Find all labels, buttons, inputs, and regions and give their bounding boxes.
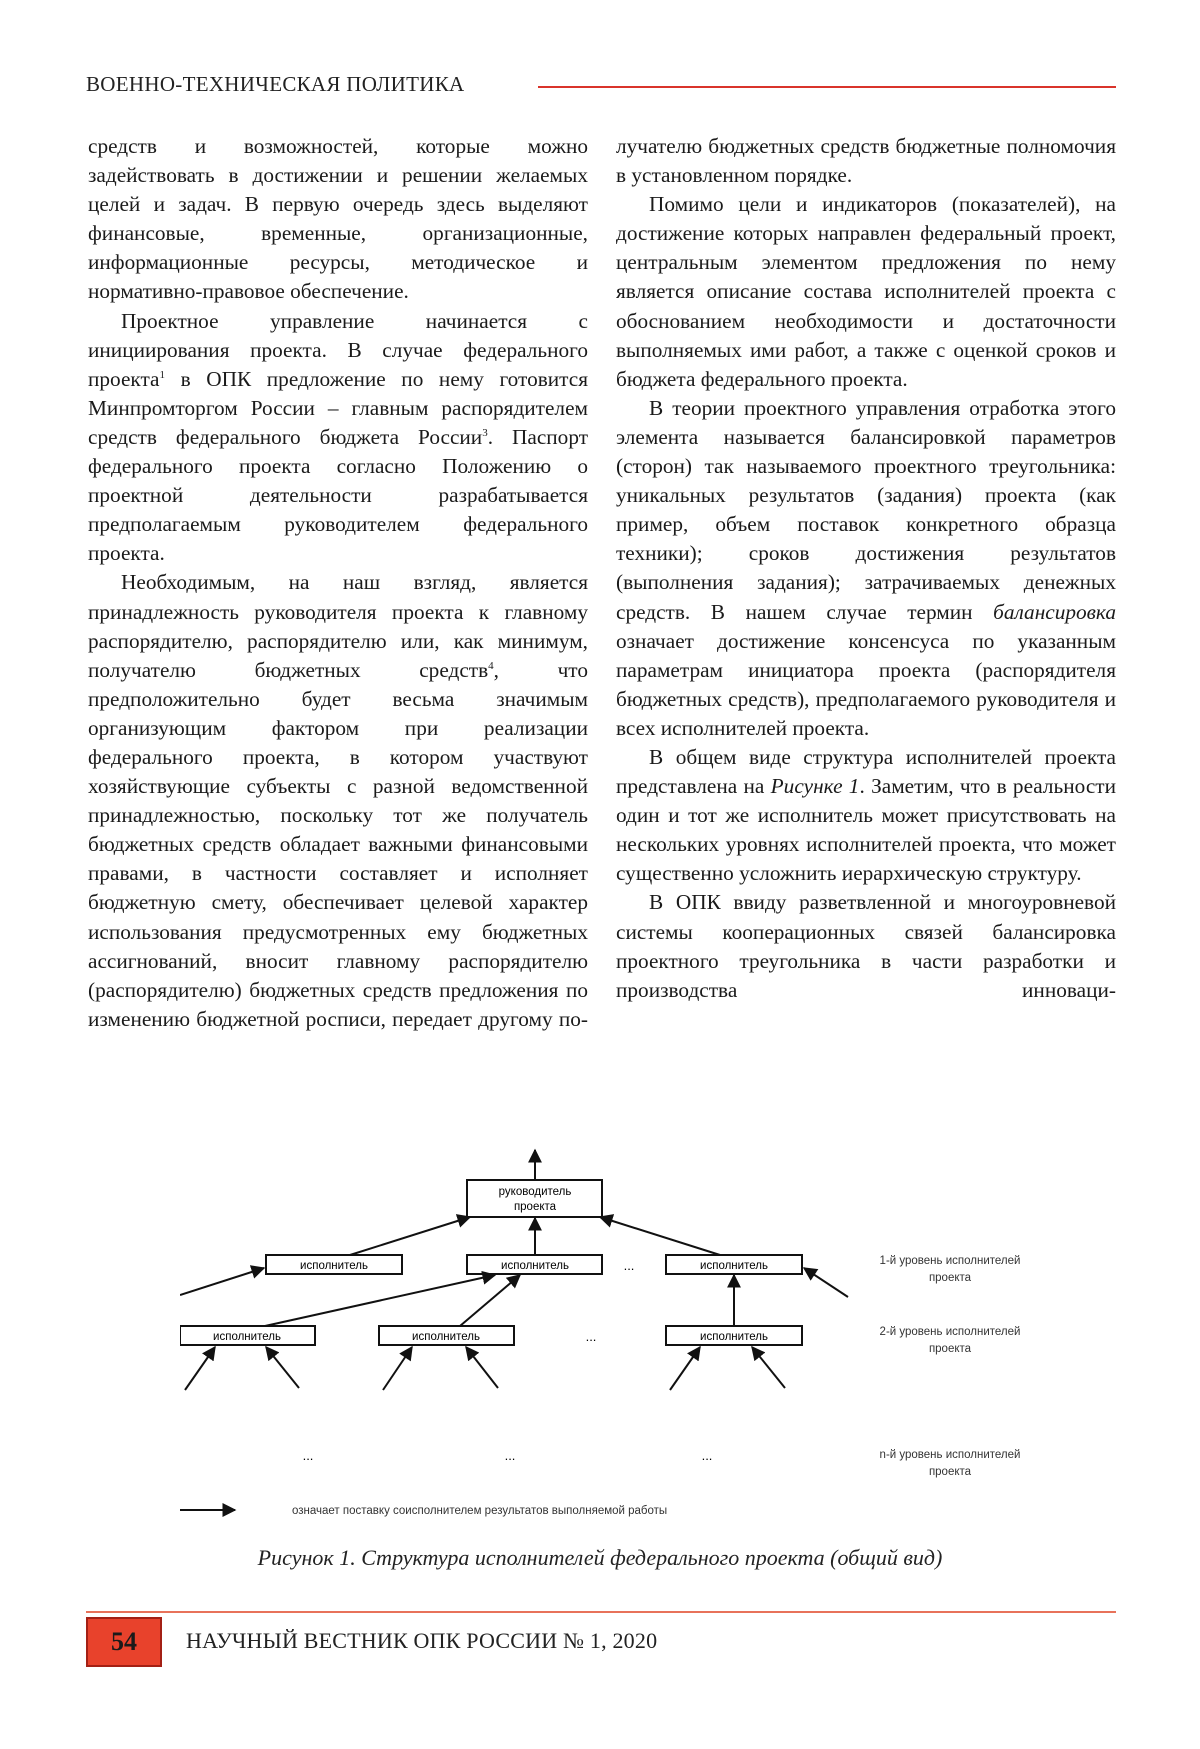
arrow — [180, 1268, 264, 1295]
arrow — [266, 1347, 299, 1388]
level2-label: 2-й уровень исполнителей — [879, 1326, 1021, 1338]
footnote-ref: 4 — [488, 659, 494, 672]
legend-text: означает поставку соисполнителем результатов выполняемой работы — [292, 1505, 668, 1517]
node-label: исполнитель — [501, 1260, 569, 1272]
node-label: исполнитель — [300, 1260, 368, 1272]
arrow — [460, 1275, 520, 1326]
right-paragraph-2 — [616, 394, 1116, 743]
arrow — [350, 1217, 470, 1255]
page-number: 54 — [86, 1617, 162, 1667]
node-label: исполнитель — [213, 1331, 281, 1343]
leveln-ellipsis: ... — [302, 1448, 314, 1463]
arrow — [600, 1217, 720, 1255]
text-run: в ОПК предложение по нему готовится Минпромторгом России – главным распорядителем средств федерального бюджета России — [88, 366, 588, 449]
right-paragraph-3 — [616, 743, 1116, 888]
journal-name: НАУЧНЫЙ ВЕСТНИК ОПК РОССИИ № 1, 2020 — [186, 1628, 658, 1653]
root-node — [467, 1180, 602, 1217]
level2-ellipsis: ... — [585, 1329, 597, 1344]
left-column — [88, 132, 588, 1034]
level1-label: 1-й уровень исполнителей — [879, 1255, 1021, 1267]
right-column — [616, 132, 1116, 1005]
arrow — [752, 1347, 785, 1388]
arrow — [804, 1268, 848, 1297]
left-paragraph-3 — [88, 568, 588, 1034]
level1-node — [666, 1255, 802, 1274]
root-label-line2: проекта — [513, 1201, 557, 1213]
project-structure-diagram — [180, 1140, 1080, 1540]
text-run: Проектное управление начинается с инициирования проекта. В случае федерального проекта — [88, 308, 588, 391]
arrow — [265, 1275, 495, 1326]
figure-reference: Рисунке 1 — [770, 774, 860, 799]
arrow — [383, 1347, 412, 1390]
text-run: В теории проектного управления отработка этого элемента называется балансировкой параметров (сторон) так называемого проектного треугольника: уникальных результатов (задания) проекта (как пример, объем поставок конкретного образца техники); сроков достижения результатов (выполнения задания); затрачиваемых денежных средств. В нашем случае термин — [616, 395, 1116, 624]
text-run: . Заметим, что в реальности один и тот же исполнитель может присутствовать на нескольких уровнях исполнителей проекта, что может существенно усложнить иерархическую структуру. — [616, 774, 1117, 886]
level1-label: проекта — [928, 1272, 972, 1284]
text-run: , что предположительно будет весьма значимым организующим фактором при реализации федерального проекта, в котором участвуют хозяйствующие субъекты с разной ведомственной принадлежностью, поскольку тот же получатель бюджетных средств обладает важными финансовыми правами, в частности составляет и исполняет бюджетную смету, обеспечивает целевой характер использования предусмотренных ему бюджетных ассигнований, вносит главному распорядителю (распорядителю) бюджетных средств предложения по изменению бюджетной росписи, передает другому по- — [88, 657, 588, 1031]
right-paragraph-4: В ОПК ввиду разветвленной и многоуровневой системы кооперационных связей балансировка проектного треугольника в части разработки и производства инноваци- — [616, 890, 1116, 1002]
leveln-ellipsis: ... — [504, 1448, 516, 1463]
figure-1 — [180, 1140, 1080, 1540]
left-paragraph-1: средств и возможностей, которые можно задействовать в достижении и решении желаемых целей и задач. В первую очередь здесь выделяют финансовые, временные, организационные, информационные ресурсы, методическое и нормативно-правовое обеспечение. — [88, 134, 588, 304]
level2-node — [180, 1326, 315, 1345]
arrow — [670, 1347, 700, 1390]
level2-label: проекта — [928, 1343, 972, 1355]
left-paragraph-2 — [88, 307, 588, 569]
text-run: Необходимым, на наш взгляд, является принадлежность руководителя проекта к главному распорядителю, распорядителю или, как минимум, получателю бюджетных средств — [88, 570, 588, 682]
leveln-ellipsis: ... — [701, 1448, 713, 1463]
figure-caption: Рисунок 1. Структура исполнителей федерального проекта (общий вид) — [257, 1545, 943, 1570]
level2-node — [379, 1326, 514, 1345]
level2-node — [666, 1326, 802, 1345]
section-title: ВОЕННО-ТЕХНИЧЕСКАЯ ПОЛИТИКА — [86, 72, 465, 96]
level1-node — [266, 1255, 402, 1274]
root-label-line1: руководитель — [498, 1186, 572, 1198]
arrow — [466, 1347, 498, 1388]
leveln-label: проекта — [928, 1466, 972, 1478]
right-paragraph-1: Помимо цели и индикаторов (показателей), на достижение которых направлен федеральный проект, центральным элементом предложения по нему является описание состава исполнителей проекта с обоснованием необходимости и достаточности выполняемых ими работ, а также с оценкой сроков и бюджета федерального проекта. — [616, 192, 1116, 391]
text-run: В общем виде структура исполнителей проекта представлена на — [616, 744, 1116, 799]
header-rule — [538, 86, 1116, 88]
arrow — [185, 1347, 215, 1390]
footnote-ref: 1 — [159, 368, 165, 381]
right-paragraph-0: лучателю бюджетных средств бюджетные полномочия в установленном порядке. — [616, 134, 1116, 188]
footnote-ref: 3 — [482, 426, 488, 439]
text-run: . Паспорт федерального проекта согласно Положению о проектной деятельности разрабатывается предполагаемым руководителем федерального проекта. — [88, 424, 588, 566]
level1-ellipsis: ... — [623, 1258, 635, 1273]
running-header — [86, 72, 1116, 102]
italic-term: балансировка — [993, 599, 1116, 624]
footer-rule — [86, 1611, 1116, 1613]
node-label: исполнитель — [412, 1331, 480, 1343]
text-run: означает достижение консенсуса по указанным параметрам инициатора проекта (распорядителя бюджетных средств), предполагаемого руководителя и всех исполнителей проекта. — [616, 628, 1116, 740]
level1-node — [467, 1255, 602, 1274]
node-label: исполнитель — [700, 1260, 768, 1272]
node-label: исполнитель — [700, 1331, 768, 1343]
leveln-label: n-й уровень исполнителей — [879, 1449, 1021, 1461]
